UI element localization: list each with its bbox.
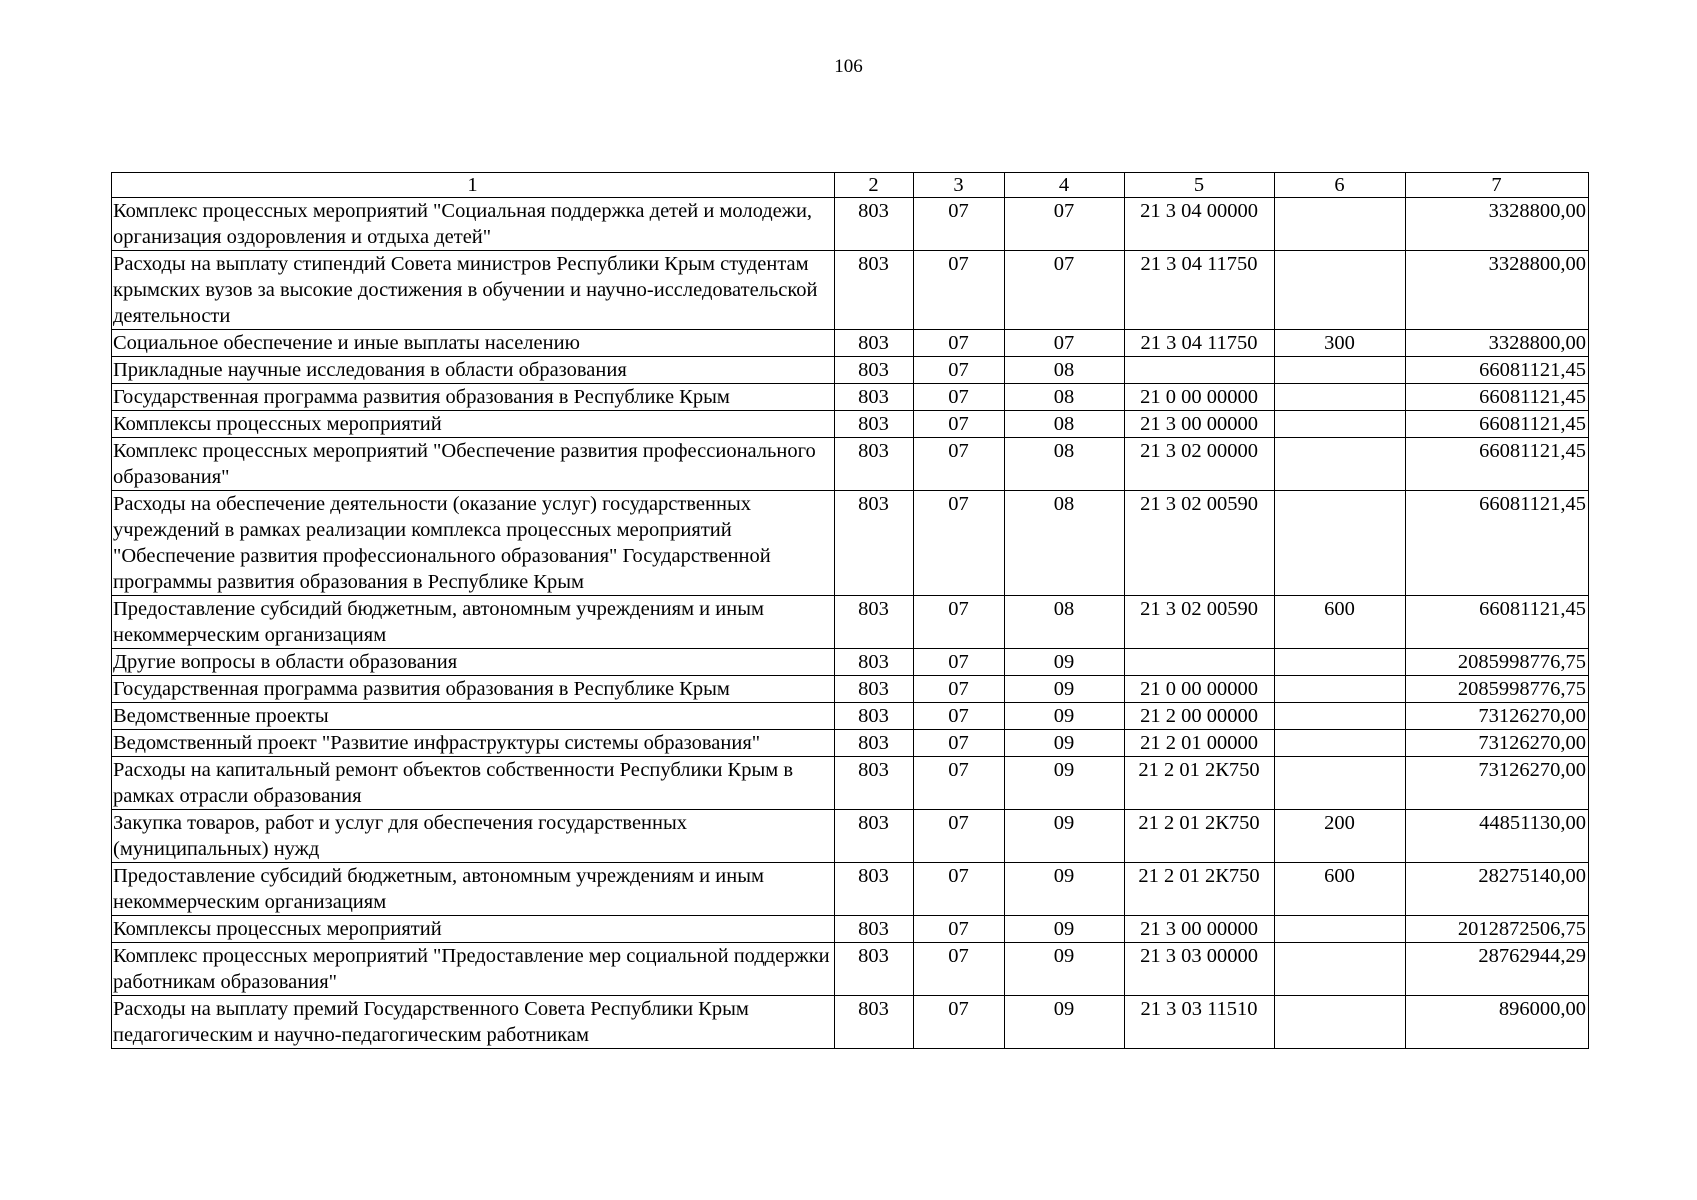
row-target-article-cell: 21 3 02 00590 <box>1125 491 1275 596</box>
row-code-cell: 803 <box>835 330 914 357</box>
row-name-cell: Предоставление субсидий бюджетным, автономным учреждениям и иным некоммерческим организациям <box>112 596 835 649</box>
header-row <box>112 173 1589 198</box>
row-name-cell: Закупка товаров, работ и услуг для обеспечения государственных (муниципальных) нужд <box>112 810 835 863</box>
row-subsection-cell: 08 <box>1005 384 1125 411</box>
row-section-cell: 07 <box>914 943 1005 996</box>
row-target-article-cell: 21 3 00 00000 <box>1125 411 1275 438</box>
table-row <box>112 384 1589 411</box>
row-subsection-cell: 07 <box>1005 198 1125 251</box>
row-section-cell: 07 <box>914 649 1005 676</box>
row-section-cell: 07 <box>914 916 1005 943</box>
row-name-cell: Государственная программа развития образования в Республике Крым <box>112 384 835 411</box>
row-name-cell: Социальное обеспечение и иные выплаты населению <box>112 330 835 357</box>
table-body <box>112 198 1589 1049</box>
row-name-cell: Комплекс процессных мероприятий "Социальная поддержка детей и молодежи, организация оздоровления и отдыха детей" <box>112 198 835 251</box>
row-name-cell: Прикладные научные исследования в области образования <box>112 357 835 384</box>
row-amount-cell: 73126270,00 <box>1406 757 1589 810</box>
row-code-cell: 803 <box>835 943 914 996</box>
row-section-cell: 07 <box>914 491 1005 596</box>
row-name-cell: Ведомственный проект "Развитие инфраструктуры системы образования" <box>112 730 835 757</box>
row-subsection-cell: 07 <box>1005 251 1125 330</box>
row-subsection-cell: 08 <box>1005 596 1125 649</box>
row-subsection-cell: 09 <box>1005 757 1125 810</box>
row-target-article-cell: 21 2 01 2К750 <box>1125 863 1275 916</box>
row-target-article-cell: 21 2 00 00000 <box>1125 703 1275 730</box>
row-subsection-cell: 09 <box>1005 996 1125 1049</box>
table-row <box>112 676 1589 703</box>
table-row <box>112 596 1589 649</box>
row-expense-type-cell: 200 <box>1275 810 1406 863</box>
row-expense-type-cell <box>1275 491 1406 596</box>
row-section-cell: 07 <box>914 757 1005 810</box>
row-amount-cell: 73126270,00 <box>1406 703 1589 730</box>
table-row <box>112 996 1589 1049</box>
row-code-cell: 803 <box>835 491 914 596</box>
row-target-article-cell <box>1125 649 1275 676</box>
row-section-cell: 07 <box>914 438 1005 491</box>
row-section-cell: 07 <box>914 730 1005 757</box>
row-target-article-cell: 21 2 01 00000 <box>1125 730 1275 757</box>
row-target-article-cell: 21 2 01 2К750 <box>1125 810 1275 863</box>
row-code-cell: 803 <box>835 649 914 676</box>
row-subsection-cell: 08 <box>1005 491 1125 596</box>
row-section-cell: 07 <box>914 703 1005 730</box>
row-subsection-cell: 09 <box>1005 730 1125 757</box>
row-target-article-cell: 21 0 00 00000 <box>1125 676 1275 703</box>
row-section-cell: 07 <box>914 810 1005 863</box>
row-code-cell: 803 <box>835 730 914 757</box>
row-target-article-cell: 21 3 02 00590 <box>1125 596 1275 649</box>
table-row <box>112 357 1589 384</box>
row-amount-cell: 44851130,00 <box>1406 810 1589 863</box>
row-name-cell: Расходы на выплату премий Государственного Совета Республики Крым педагогическим и научно-педагогическим работникам <box>112 996 835 1049</box>
row-expense-type-cell <box>1275 251 1406 330</box>
row-section-cell: 07 <box>914 596 1005 649</box>
header-cell: 4 <box>1005 173 1125 198</box>
row-target-article-cell: 21 3 04 00000 <box>1125 198 1275 251</box>
row-amount-cell: 3328800,00 <box>1406 251 1589 330</box>
row-expense-type-cell: 600 <box>1275 863 1406 916</box>
row-name-cell: Другие вопросы в области образования <box>112 649 835 676</box>
row-amount-cell: 2085998776,75 <box>1406 649 1589 676</box>
row-amount-cell: 896000,00 <box>1406 996 1589 1049</box>
row-code-cell: 803 <box>835 916 914 943</box>
row-subsection-cell: 09 <box>1005 676 1125 703</box>
header-cell: 7 <box>1406 173 1589 198</box>
row-amount-cell: 66081121,45 <box>1406 596 1589 649</box>
row-expense-type-cell <box>1275 198 1406 251</box>
row-name-cell: Ведомственные проекты <box>112 703 835 730</box>
table-row <box>112 491 1589 596</box>
table-row <box>112 916 1589 943</box>
table-row <box>112 757 1589 810</box>
table-row <box>112 810 1589 863</box>
row-target-article-cell: 21 3 03 11510 <box>1125 996 1275 1049</box>
row-amount-cell: 28275140,00 <box>1406 863 1589 916</box>
budget-table <box>111 172 1589 1049</box>
row-code-cell: 803 <box>835 863 914 916</box>
header-cell: 6 <box>1275 173 1406 198</box>
row-section-cell: 07 <box>914 676 1005 703</box>
row-name-cell: Комплекс процессных мероприятий "Предоставление мер социальной поддержки работникам образования" <box>112 943 835 996</box>
row-code-cell: 803 <box>835 198 914 251</box>
row-amount-cell: 3328800,00 <box>1406 330 1589 357</box>
row-name-cell: Государственная программа развития образования в Республике Крым <box>112 676 835 703</box>
row-expense-type-cell: 300 <box>1275 330 1406 357</box>
row-code-cell: 803 <box>835 411 914 438</box>
row-code-cell: 803 <box>835 676 914 703</box>
row-expense-type-cell: 600 <box>1275 596 1406 649</box>
row-target-article-cell: 21 0 00 00000 <box>1125 384 1275 411</box>
row-subsection-cell: 09 <box>1005 703 1125 730</box>
row-target-article-cell <box>1125 357 1275 384</box>
row-expense-type-cell <box>1275 730 1406 757</box>
table-row <box>112 863 1589 916</box>
row-amount-cell: 66081121,45 <box>1406 438 1589 491</box>
row-amount-cell: 66081121,45 <box>1406 411 1589 438</box>
row-expense-type-cell <box>1275 676 1406 703</box>
row-target-article-cell: 21 3 02 00000 <box>1125 438 1275 491</box>
row-code-cell: 803 <box>835 357 914 384</box>
row-amount-cell: 3328800,00 <box>1406 198 1589 251</box>
row-subsection-cell: 09 <box>1005 943 1125 996</box>
row-name-cell: Расходы на капитальный ремонт объектов собственности Республики Крым в рамках отрасли образования <box>112 757 835 810</box>
row-section-cell: 07 <box>914 330 1005 357</box>
row-section-cell: 07 <box>914 251 1005 330</box>
row-code-cell: 803 <box>835 810 914 863</box>
row-name-cell: Предоставление субсидий бюджетным, автономным учреждениям и иным некоммерческим организациям <box>112 863 835 916</box>
row-amount-cell: 66081121,45 <box>1406 384 1589 411</box>
row-expense-type-cell <box>1275 649 1406 676</box>
row-amount-cell: 2012872506,75 <box>1406 916 1589 943</box>
row-target-article-cell: 21 2 01 2К750 <box>1125 757 1275 810</box>
row-subsection-cell: 08 <box>1005 438 1125 491</box>
row-section-cell: 07 <box>914 198 1005 251</box>
row-section-cell: 07 <box>914 996 1005 1049</box>
row-subsection-cell: 08 <box>1005 411 1125 438</box>
row-amount-cell: 73126270,00 <box>1406 730 1589 757</box>
row-expense-type-cell <box>1275 411 1406 438</box>
row-subsection-cell: 09 <box>1005 649 1125 676</box>
table-row <box>112 438 1589 491</box>
row-name-cell: Комплексы процессных мероприятий <box>112 411 835 438</box>
row-name-cell: Комплекс процессных мероприятий "Обеспечение развития профессионального образования" <box>112 438 835 491</box>
row-code-cell: 803 <box>835 703 914 730</box>
row-name-cell: Расходы на выплату стипендий Совета министров Республики Крым студентам крымских вузов за высокие достижения в обучении и научно-исследовательской деятельности <box>112 251 835 330</box>
row-amount-cell: 28762944,29 <box>1406 943 1589 996</box>
row-amount-cell: 66081121,45 <box>1406 491 1589 596</box>
row-expense-type-cell <box>1275 357 1406 384</box>
row-expense-type-cell <box>1275 943 1406 996</box>
table-row <box>112 198 1589 251</box>
table-row <box>112 411 1589 438</box>
header-cell: 3 <box>914 173 1005 198</box>
row-expense-type-cell <box>1275 703 1406 730</box>
row-expense-type-cell <box>1275 757 1406 810</box>
table-row <box>112 943 1589 996</box>
header-cell: 2 <box>835 173 914 198</box>
row-expense-type-cell <box>1275 996 1406 1049</box>
row-code-cell: 803 <box>835 384 914 411</box>
row-code-cell: 803 <box>835 996 914 1049</box>
header-cell: 5 <box>1125 173 1275 198</box>
table-row <box>112 330 1589 357</box>
row-target-article-cell: 21 3 03 00000 <box>1125 943 1275 996</box>
row-subsection-cell: 08 <box>1005 357 1125 384</box>
header-cell: 1 <box>112 173 835 198</box>
row-target-article-cell: 21 3 04 11750 <box>1125 330 1275 357</box>
row-expense-type-cell <box>1275 916 1406 943</box>
row-code-cell: 803 <box>835 596 914 649</box>
row-expense-type-cell <box>1275 384 1406 411</box>
row-section-cell: 07 <box>914 384 1005 411</box>
table-row <box>112 703 1589 730</box>
row-subsection-cell: 09 <box>1005 810 1125 863</box>
row-subsection-cell: 07 <box>1005 330 1125 357</box>
row-name-cell: Расходы на обеспечение деятельности (оказание услуг) государственных учреждений в рамках реализации комплекса процессных мероприятий "Обеспечение развития профессионального образования" Государственной программы развития образования в Республике Крым <box>112 491 835 596</box>
row-expense-type-cell <box>1275 438 1406 491</box>
row-section-cell: 07 <box>914 411 1005 438</box>
row-name-cell: Комплексы процессных мероприятий <box>112 916 835 943</box>
row-section-cell: 07 <box>914 863 1005 916</box>
row-code-cell: 803 <box>835 251 914 330</box>
page-number: 106 <box>834 56 863 77</box>
row-subsection-cell: 09 <box>1005 916 1125 943</box>
table-row <box>112 649 1589 676</box>
row-code-cell: 803 <box>835 757 914 810</box>
row-subsection-cell: 09 <box>1005 863 1125 916</box>
row-code-cell: 803 <box>835 438 914 491</box>
row-target-article-cell: 21 3 04 11750 <box>1125 251 1275 330</box>
table-row <box>112 251 1589 330</box>
row-section-cell: 07 <box>914 357 1005 384</box>
table-row <box>112 730 1589 757</box>
row-amount-cell: 66081121,45 <box>1406 357 1589 384</box>
row-amount-cell: 2085998776,75 <box>1406 676 1589 703</box>
row-target-article-cell: 21 3 00 00000 <box>1125 916 1275 943</box>
